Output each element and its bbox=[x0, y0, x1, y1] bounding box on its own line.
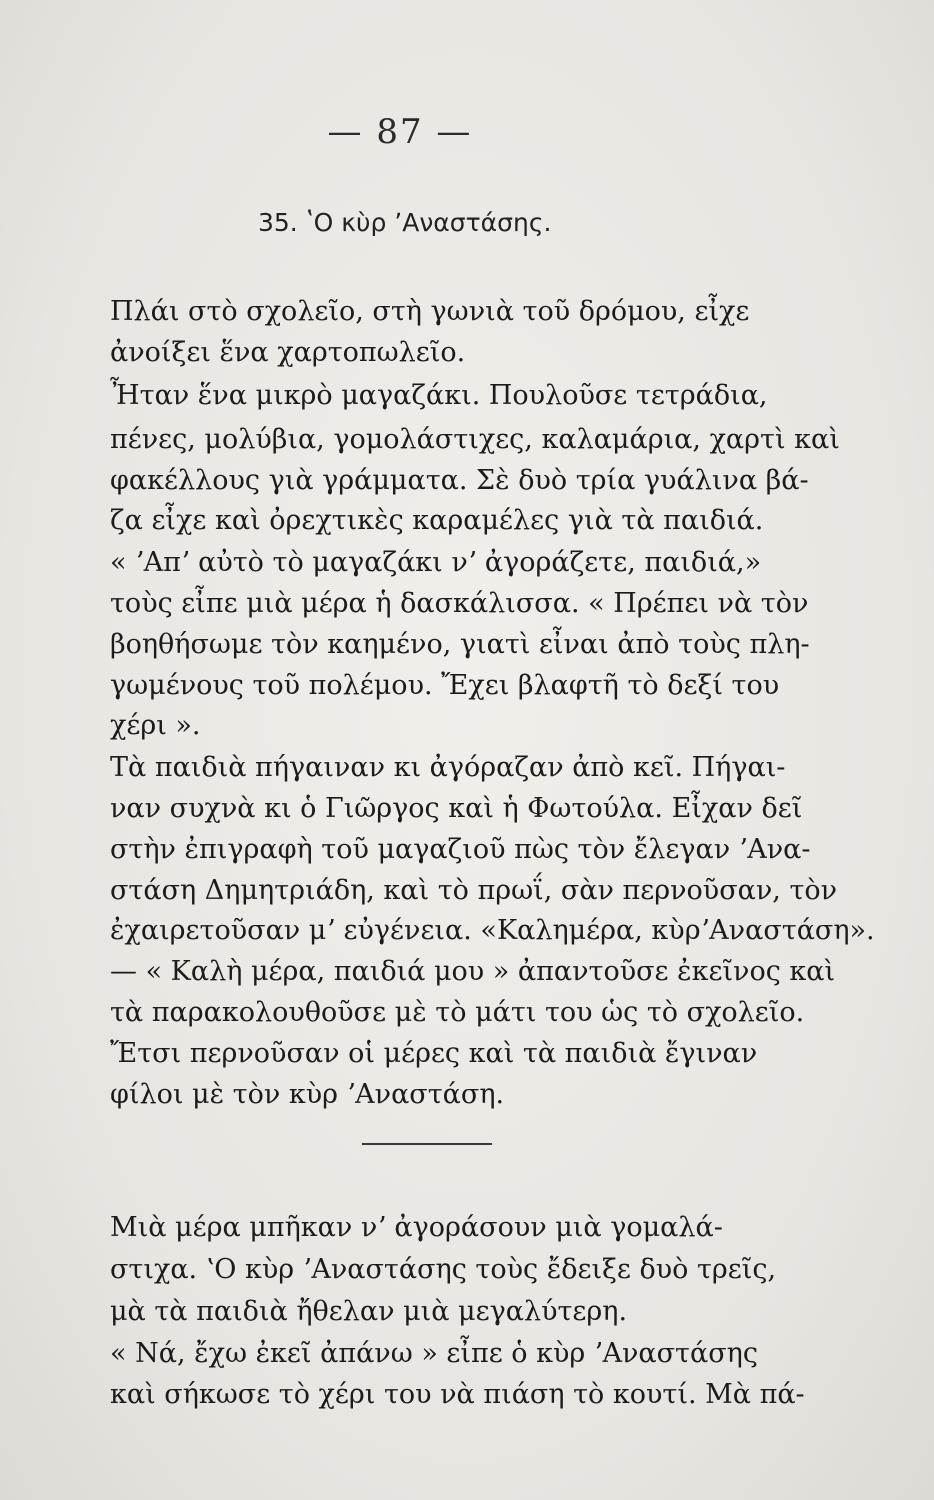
section-divider bbox=[362, 1143, 492, 1145]
text-line: φακέλλους γιὰ γράμματα. Σὲ δυὸ τρία γυάλινα βά- bbox=[110, 465, 809, 496]
text-line: ἀνοίξει ἕνα χαρτοπωλεῖο. bbox=[110, 337, 466, 368]
text-line: « ʼΑπʼ αὐτὸ τὸ μαγαζάκι νʼ ἀγοράζετε, παιδιά,» bbox=[110, 547, 762, 578]
text-line: στιχα. ʽΟ κὺρ ʼΑναστάσης τοὺς ἔδειξε δυὸ τρεῖς, bbox=[110, 1254, 777, 1285]
text-line: βοηθήσωμε τὸν καημένο, γιατὶ εἶναι ἀπὸ τοὺς πλη- bbox=[110, 629, 810, 660]
text-line: καὶ σήκωσε τὸ χέρι του νὰ πιάση τὸ κουτί. Μὰ πά- bbox=[110, 1379, 805, 1410]
text-line: Πλάι στὸ σχολεῖο, στὴ γωνιὰ τοῦ δρόμου, εἶχε bbox=[110, 296, 750, 327]
text-line: ζα εἶχε καὶ ὀρεχτικὲς καραμέλες γιὰ τὰ παιδιά. bbox=[110, 505, 764, 536]
text-line: τὰ παρακολουθοῦσε μὲ τὸ μάτι του ὡς τὸ σχολεῖο. bbox=[110, 997, 805, 1028]
text-line: ἐχαιρετοῦσαν μʼ εὐγένεια. «Καλημέρα, κὺρʼΑναστάση». bbox=[110, 915, 875, 946]
text-line: « Νά, ἔχω ἐκεῖ ἀπάνω » εἶπε ὁ κὺρ ʼΑναστάσης bbox=[110, 1338, 758, 1369]
text-line: χέρι ». bbox=[110, 710, 201, 741]
text-line: Τὰ παιδιὰ πήγαιναν κι ἀγόραζαν ἀπὸ κεῖ. Πήγαι- bbox=[110, 752, 786, 783]
text-line: φίλοι μὲ τὸν κὺρ ʼΑναστάση. bbox=[110, 1079, 505, 1110]
text-line: πένες, μολύβια, γομολάστιχες, καλαμάρια, χαρτὶ καὶ bbox=[110, 424, 840, 455]
page-number: — 87 — bbox=[327, 112, 473, 152]
text-line: γωμένους τοῦ πολέμου. Ἔχει βλαφτῆ τὸ δεξί του bbox=[110, 670, 780, 701]
text-line: ναν συχνὰ κι ὁ Γιῶργος καὶ ἡ Φωτούλα. Εἶχαν δεῖ bbox=[110, 793, 803, 824]
text-line: Ἔτσι περνοῦσαν οἱ μέρες καὶ τὰ παιδιὰ ἔγιναν bbox=[110, 1038, 758, 1069]
text-line: στάση Δημητριάδη, καὶ τὸ πρωΐ, σὰν περνοῦσαν, τὸν bbox=[110, 875, 838, 906]
text-line: τοὺς εἶπε μιὰ μέρα ἡ δασκάλισσα. « Πρέπει νὰ τὸν bbox=[110, 588, 809, 619]
text-line: στὴν ἐπιγραφὴ τοῦ μαγαζιοῦ πὼς τὸν ἔλεγαν ʼΑνα- bbox=[110, 834, 811, 865]
text-line: μὰ τὰ παιδιὰ ἤθελαν μιὰ μεγαλύτερη. bbox=[110, 1296, 628, 1327]
text-line: — « Καλὴ μέρα, παιδιά μου » ἀπαντοῦσε ἐκεῖνος καὶ bbox=[110, 956, 836, 987]
text-line: Μιὰ μέρα μπῆκαν νʼ ἀγοράσουν μιὰ γομαλά- bbox=[110, 1212, 723, 1243]
text-line: Ἦταν ἕνα μικρὸ μαγαζάκι. Πουλοῦσε τετράδια, bbox=[110, 380, 768, 411]
section-heading: 35. ʽΟ κὺρ ʼΑναστάσης. bbox=[258, 208, 552, 237]
